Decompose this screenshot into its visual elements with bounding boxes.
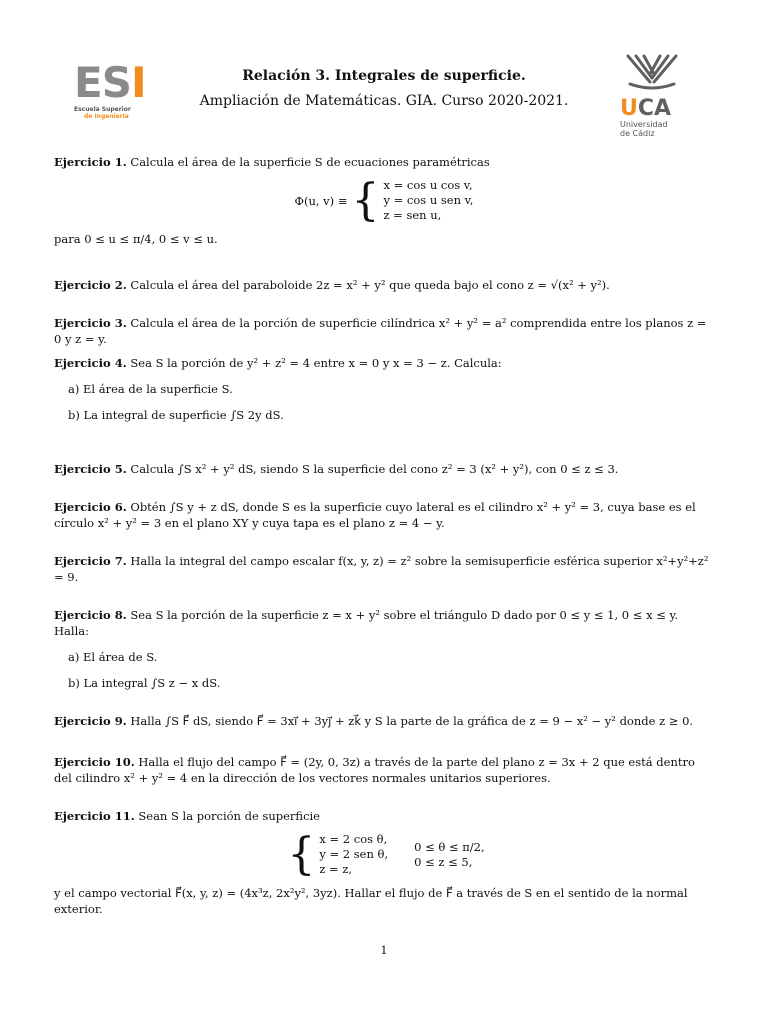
list-item: b) La integral de superficie ∫S 2y dS. [68,408,284,422]
exercise-6: Ejercicio 6. Obtén ∫S y + z dS, donde S es la superficie cuyo lateral es el cilindro x² + y² = 3, cuya base es el círculo x² + y² = 3 en el plano XY y cuya tapa es el plano z = 4 − y. [54,500,696,530]
exercise-7: Ejercicio 7. Halla la integral del campo escalar f(x, y, z) = z² sobre la semisuperficie esférica superior x²+y²+z² = 9. [54,554,709,584]
document-subtitle: Ampliación de Matemáticas. GIA. Curso 2020-2021. [199,93,569,109]
page-number: 1 [380,944,388,957]
parametric-equations: Φ(u, v) ≡ { x = cos u cos v, y = cos u sen v, z = sen u, [294,174,474,226]
exercise-10: Ejercicio 10. Halla el flujo del campo F⃗ = (2y, 0, 3z) a través de la parte del plano z = 3x + 2 que está dentro del cilindro x² + y² = 4 en la dirección de los vectores normales unitarios superiores. [54,755,695,785]
exercise-1: Ejercicio 1. Calcula el área de la superficie S de ecuaciones paramétricas Φ(u, v) ≡ { x = cos u cos v, y = cos u sen v, z = sen u, para 0 ≤ u ≤ π/4, 0 ≤ v ≤ u. [54,154,714,247]
uca-logo: UCA Universidad de Cádiz [620,52,690,148]
exercise-11: Ejercicio 11. Sean S la porción de superficie { x = 2 cos θ, y = 2 sen θ, z = z, 0 ≤ θ ≤ π/2, 0 ≤ z ≤ 5, y el campo vectorial F⃗(x, y, z) = (4x³z, 2x²y², 3yz). Hallar el flujo de F⃗ a través de S en el sentido de la normal exterior. [54,808,714,917]
exercise-5: Ejercicio 5. Calcula ∫S x² + y² dS, siendo S la superficie del cono z² = 3 (x² + y²), con 0 ≤ z ≤ 3. [54,462,619,476]
exercise-3: Ejercicio 3. Calcula el área de la porción de superficie cilíndrica x² + y² = a² comprendida entre los planos z = 0 y z = y. [54,316,707,346]
exercise-9: Ejercicio 9. Halla ∫S F⃗ dS, siendo F⃗ = 3xi⃗ + 3yj⃗ + zk⃗ y S la parte de la gráfica de z = 9 − x² − y² donde z ≥ 0. [54,714,694,728]
exercise-2: Ejercicio 2. Calcula el área del paraboloide 2z = x² + y² que queda bajo el cono z = √(x² + y²). [54,278,610,292]
list-item: a) El área de S. [68,650,158,664]
list-item: b) La integral ∫S z − x dS. [68,676,221,690]
document-title: Relación 3. Integrales de superficie. [242,68,526,84]
surface-equations: { x = 2 cos θ, y = 2 sen θ, z = z, 0 ≤ θ ≤ π/2, 0 ≤ z ≤ 5, [287,828,485,880]
esi-logo: ESI Escuela Superior de Ingeniería [74,58,146,120]
exercise-4: Ejercicio 4. Sea S la porción de y² + z² = 4 entre x = 0 y x = 3 − z. Calcula: a) El área de la superficie S. b) La integral de superficie ∫S 2y dS. [54,355,714,423]
exercise-8: Ejercicio 8. Sea S la porción de la superficie z = x + y² sobre el triángulo D dado por 0 ≤ y ≤ 1, 0 ≤ x ≤ y. Halla: a) El área de S. b) La integral ∫S z − x dS. [54,607,714,691]
list-item: a) El área de la superficie S. [68,382,233,396]
